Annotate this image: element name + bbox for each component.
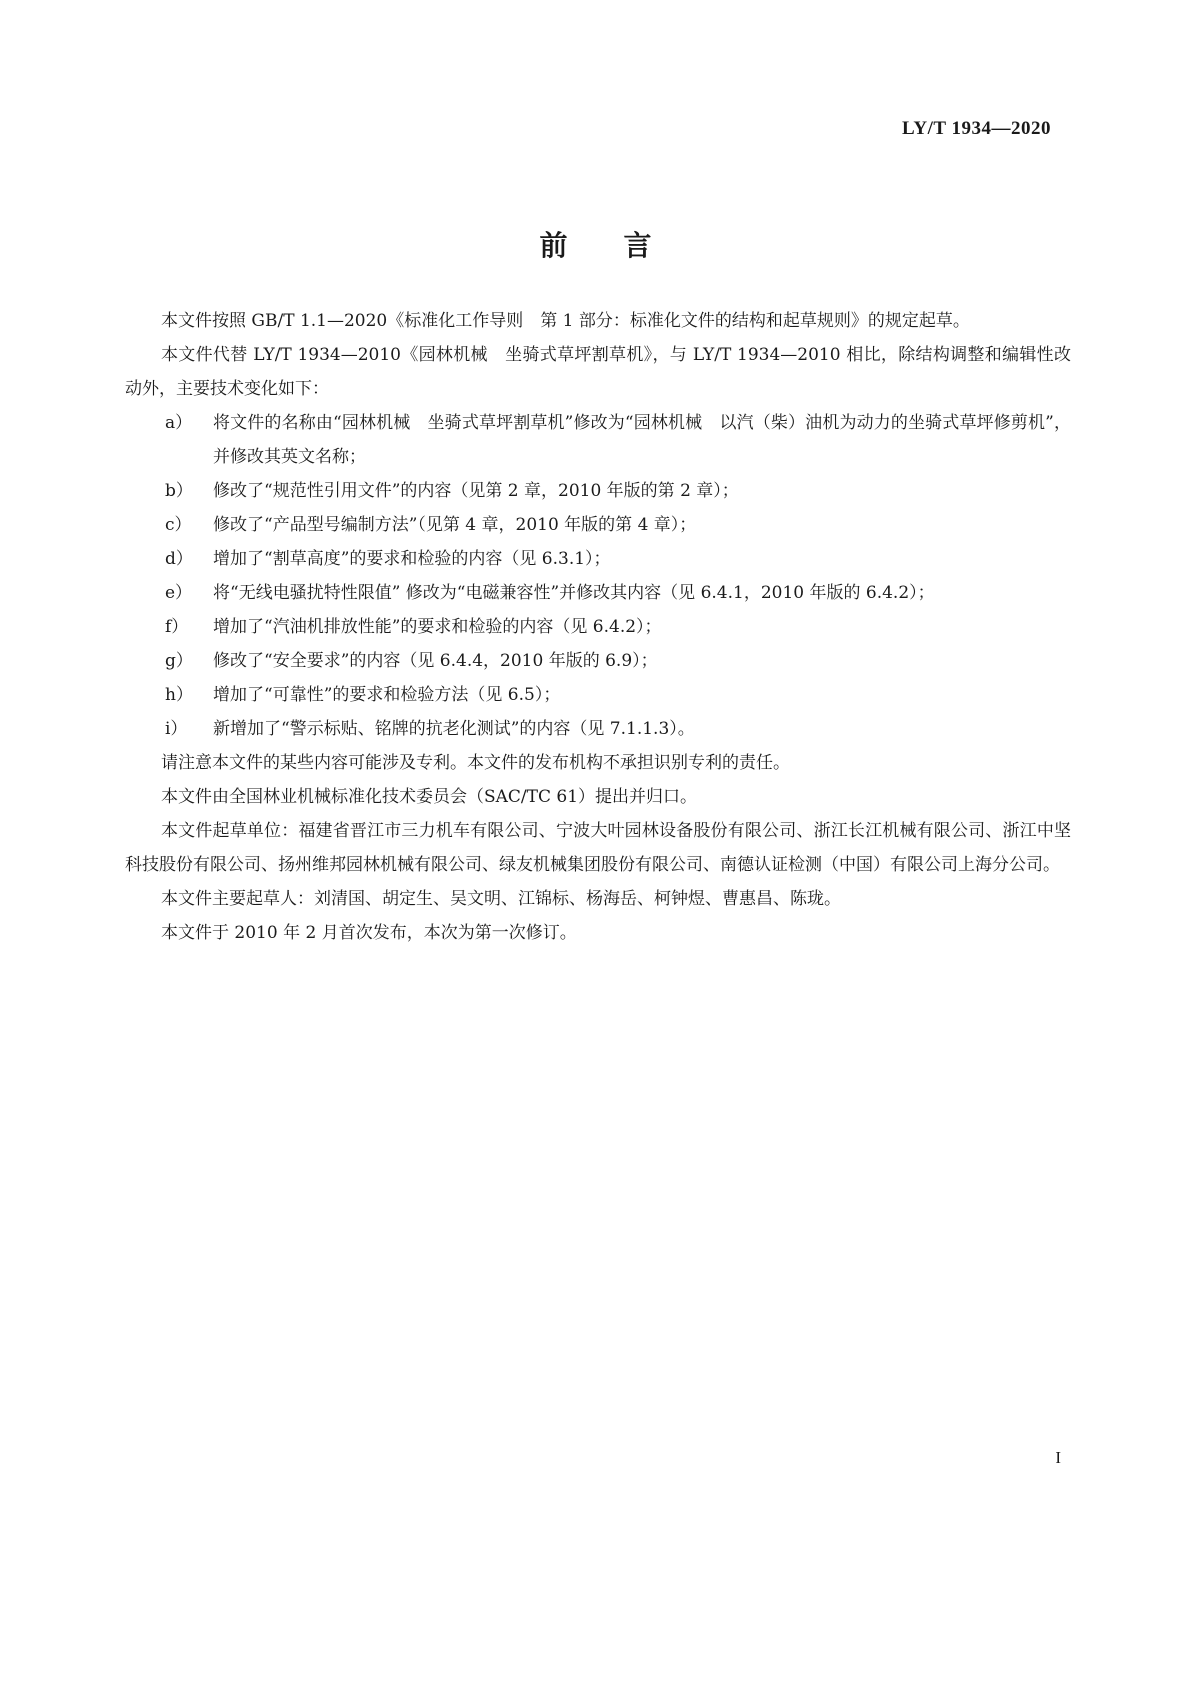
list-item (125, 508, 1071, 542)
title-char-2: 言 (623, 229, 652, 262)
list-item-text: 增加了“可靠性”的要求和检验方法（见 6.5）； (213, 685, 561, 705)
list-marker: h） (165, 685, 193, 705)
list-item-text: 修改了“产品型号编制方法”（见第 4 章，2010 年版的第 4 章）； (213, 515, 697, 535)
list-marker: g） (165, 651, 193, 671)
list-item-text: 修改了“规范性引用文件”的内容（见第 2 章，2010 年版的第 2 章）； (213, 481, 739, 501)
list-marker: i） (165, 719, 188, 739)
paragraph-history: 本文件于 2010 年 2 月首次发布，本次为第一次修订。 (161, 923, 577, 943)
list-item-text: 修改了“安全要求”的内容（见 6.4.4，2010 年版的 6.9）； (213, 651, 658, 671)
standard-code: LY/T 1934—2020 (901, 118, 1051, 139)
list-marker: f） (165, 617, 189, 637)
list-marker: c） (165, 515, 192, 535)
list-item (125, 542, 1071, 576)
paragraph-replacement: 本文件代替 LY/T 1934—2010《园林机械 坐骑式草坪割草机》，与 LY/T 1934—2010 相比，除结构调整和编辑性改动外，主要技术变化如下： (125, 345, 1071, 399)
list-item (125, 678, 1071, 712)
paragraph-drafting-units: 本文件起草单位：福建省晋江市三力机车有限公司、宁波大叶园林设备股份有限公司、浙江长江机械有限公司、浙江中坚科技股份有限公司、扬州维邦园林机械有限公司、绿友机械集团股份有限公司、南德认证检测（中国）有限公司上海分公司。 (125, 821, 1071, 875)
paragraph-patent-notice: 请注意本文件的某些内容可能涉及专利。本文件的发布机构不承担识别专利的责任。 (161, 753, 790, 773)
page-title (0, 224, 1191, 264)
list-item-text: 将文件的名称由“园林机械 坐骑式草坪割草机”修改为“园林机械 以汽（柴）油机为动力的坐骑式草坪修剪机”，并修改其英文名称； (213, 413, 1071, 467)
list-marker: b） (165, 481, 193, 501)
list-item (125, 644, 1071, 678)
list-item-text: 将“无线电骚扰特性限值” 修改为“电磁兼容性”并修改其内容（见 6.4.1，2010 年版的 6.4.2）； (213, 583, 935, 603)
list-item-text: 增加了“汽油机排放性能”的要求和检验的内容（见 6.4.2）； (213, 617, 662, 637)
list-item (125, 610, 1071, 644)
list-item-text: 新增加了“警示标贴、铭牌的抗老化测试”的内容（见 7.1.1.3）。 (213, 719, 695, 739)
list-item (125, 576, 1071, 610)
page-number: I (1055, 1448, 1061, 1467)
list-marker: e） (165, 583, 193, 603)
list-item (125, 712, 1071, 746)
title-char-1: 前 (539, 229, 568, 262)
document-body (125, 304, 1071, 950)
paragraph-drafting-basis: 本文件按照 GB/T 1.1—2020《标准化工作导则 第 1 部分：标准化文件的结构和起草规则》的规定起草。 (161, 311, 970, 331)
changes-list (125, 406, 1071, 746)
list-item-text: 增加了“割草高度”的要求和检验的内容（见 6.3.1）； (213, 549, 611, 569)
list-item (125, 406, 1071, 474)
list-marker: a） (165, 413, 193, 433)
paragraph-drafters: 本文件主要起草人：刘清国、胡定生、吴文明、江锦标、杨海岳、柯钟煜、曹惠昌、陈珑。 (161, 889, 841, 909)
list-item (125, 474, 1071, 508)
list-marker: d） (165, 549, 193, 569)
paragraph-proposer: 本文件由全国林业机械标准化技术委员会（SAC/TC 61）提出并归口。 (161, 787, 698, 807)
